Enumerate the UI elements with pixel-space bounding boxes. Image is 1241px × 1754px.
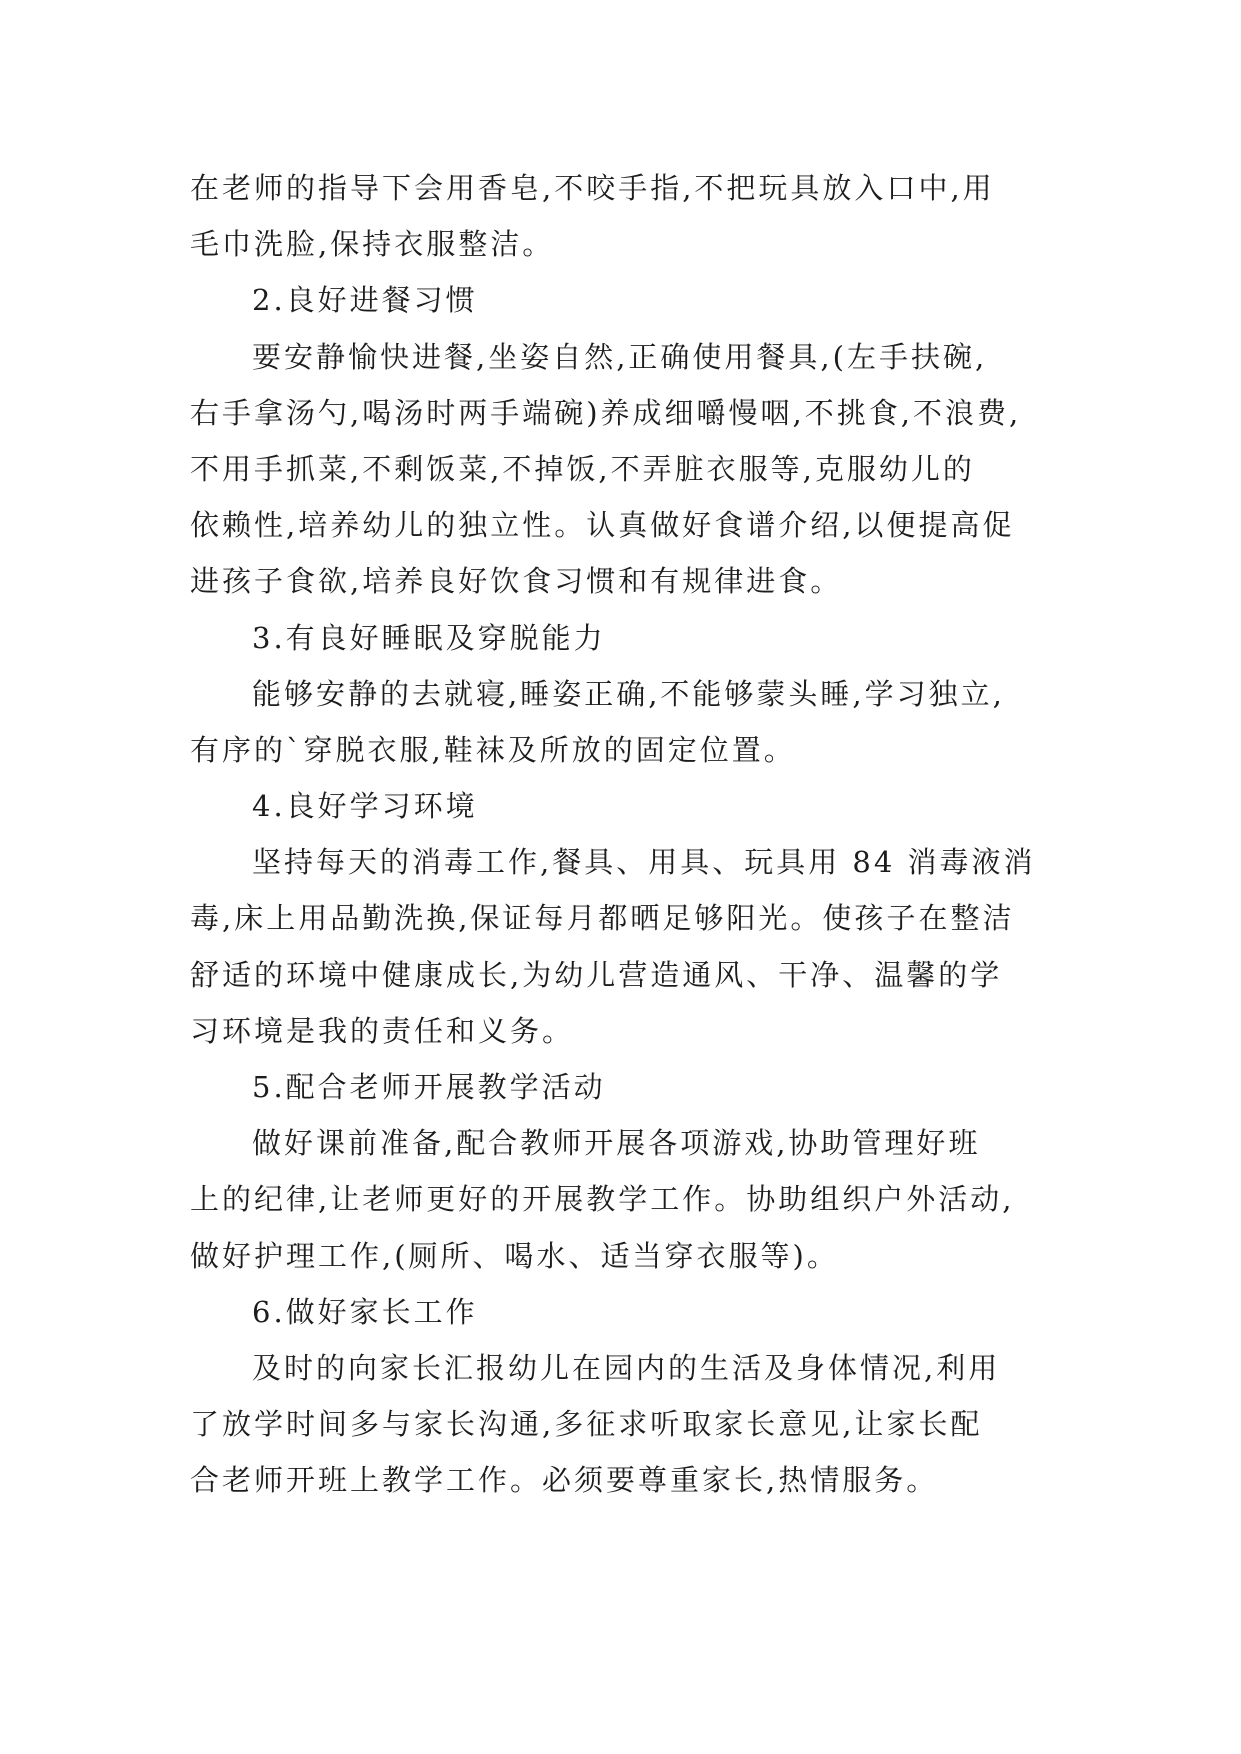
text-line: 能够安静的去就寝,睡姿正确,不能够蒙头睡,学习独立, [252,676,1005,711]
text-line: 有序的`穿脱衣服,鞋袜及所放的固定位置。 [190,732,796,767]
text-line: 毒,床上用品勤洗换,保证每月都晒足够阳光。使孩子在整洁 [190,901,1015,936]
text-line: 在老师的指导下会用香皂,不咬手指,不把玩具放入口中,用 [190,171,995,205]
text-line: 6.做好家长工作 [252,1294,478,1329]
text-line: 舒适的环境中健康成长,为幼儿营造通风、干净、温馨的学 [190,957,1003,992]
text-line: 2.良好进餐习惯 [252,283,478,318]
text-line: 做好护理工作,(厕所、喝水、适当穿衣服等)。 [190,1238,839,1273]
text-line: 上的纪律,让老师更好的开展教学工作。协助组织户外活动, [190,1182,1015,1217]
text-line: 要安静愉快进餐,坐姿自然,正确使用餐具,(左手扶碗, [252,339,988,374]
text-line: 4.良好学习环境 [252,789,478,824]
text-line: 及时的向家长汇报幼儿在园内的生活及身体情况,利用 [252,1350,1001,1385]
text-line: 依赖性,培养幼儿的独立性。认真做好食谱介绍,以便提高促 [190,508,1015,543]
text-line: 毛巾洗脸,保持衣服整洁。 [190,227,555,262]
text-line: 进孩子食欲,培养良好饮食习惯和有规律进食。 [190,564,843,599]
text-line: 不用手抓菜,不剩饭菜,不掉饭,不弄脏衣服等,克服幼儿的 [190,451,975,486]
text-line: 右手拿汤勺,喝汤时两手端碗)养成细嚼慢咽,不挑食,不浪费, [190,395,1022,430]
text-line: 习环境是我的责任和义务。 [190,1013,575,1048]
text-line: 坚持每天的消毒工作,餐具、用具、玩具用 84 消毒液消 [252,845,1036,880]
text-line: 5.配合老师开展教学活动 [252,1070,606,1104]
text-line: 合老师开班上教学工作。必须要尊重家长,热情服务。 [190,1463,939,1498]
text-line: 了放学时间多与家长沟通,多征求听取家长意见,让家长配 [190,1407,983,1442]
text-line: 3.有良好睡眠及穿脱能力 [252,620,606,655]
document-body [190,160,1070,1509]
text-line: 做好课前准备,配合教师开展各项游戏,协助管理好班 [252,1126,981,1161]
